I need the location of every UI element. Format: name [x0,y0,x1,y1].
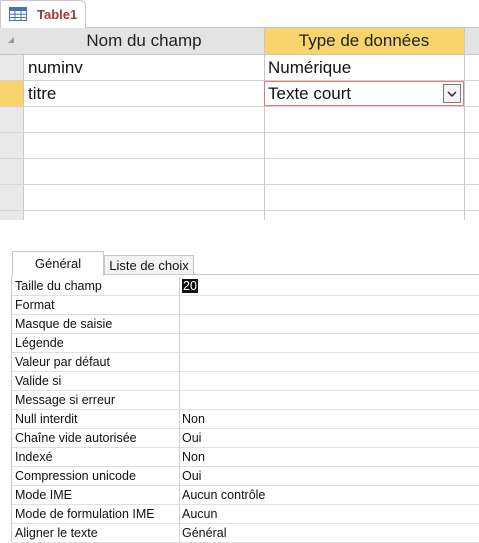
property-label: Valeur par défaut [12,353,180,372]
column-header-data-type[interactable]: Type de données [264,28,464,54]
table-icon [9,7,27,21]
property-value[interactable] [180,391,479,410]
row-selector-column [0,54,24,220]
property-value[interactable] [180,277,479,296]
property-label: Chaîne vide autorisée [12,429,180,448]
property-value[interactable] [180,334,479,353]
property-label: Message si erreur [12,391,180,410]
tab-general[interactable]: Général [12,251,104,276]
property-value[interactable] [180,372,479,391]
row-selector-current[interactable] [0,80,23,106]
property-label: Aligner le texte [12,524,180,543]
property-value[interactable]: Non [180,410,479,429]
property-value[interactable]: Oui [180,467,479,486]
property-value[interactable]: Aucun [180,505,479,524]
selected-value-text: 20 [183,279,197,293]
property-value[interactable]: Aucun contrôle [180,486,479,505]
property-label: Masque de saisie [12,315,180,334]
property-label: Mode IME [12,486,180,505]
document-tab-strip [0,0,479,28]
field-name-cell[interactable]: numinv [28,58,83,77]
property-label: Taille du champ [12,277,180,296]
column-header-description[interactable] [464,28,479,54]
tab-lookup[interactable]: Liste de choix [104,255,194,275]
property-value[interactable]: Général [180,524,479,543]
select-all-corner[interactable] [8,37,14,43]
property-value[interactable]: Non [180,448,479,467]
property-label: Valide si [12,372,180,391]
data-type-cell[interactable]: Numérique [268,58,352,77]
property-label: Mode de formulation IME [12,505,180,524]
property-value[interactable] [180,353,479,372]
table-design-grid [0,28,479,220]
field-name-cell[interactable]: titre [28,84,57,103]
property-label: Format [12,296,180,315]
tab-table1[interactable] [0,0,86,28]
column-header-field-name[interactable]: Nom du champ [24,28,264,54]
property-table-border [11,276,12,542]
property-label: Null interdit [12,410,180,429]
tab-title: Table1 [37,7,78,22]
property-value[interactable] [180,296,479,315]
property-label: Indexé [12,448,180,467]
dropdown-button[interactable] [443,84,461,103]
property-label: Compression unicode [12,467,180,486]
data-type-value: Texte court [268,84,352,103]
property-value[interactable]: Oui [180,429,479,448]
property-label: Légende [12,334,180,353]
data-type-combobox[interactable] [264,81,464,106]
field-properties-pane [0,220,479,540]
chevron-down-icon [444,85,460,102]
property-value[interactable] [180,315,479,334]
